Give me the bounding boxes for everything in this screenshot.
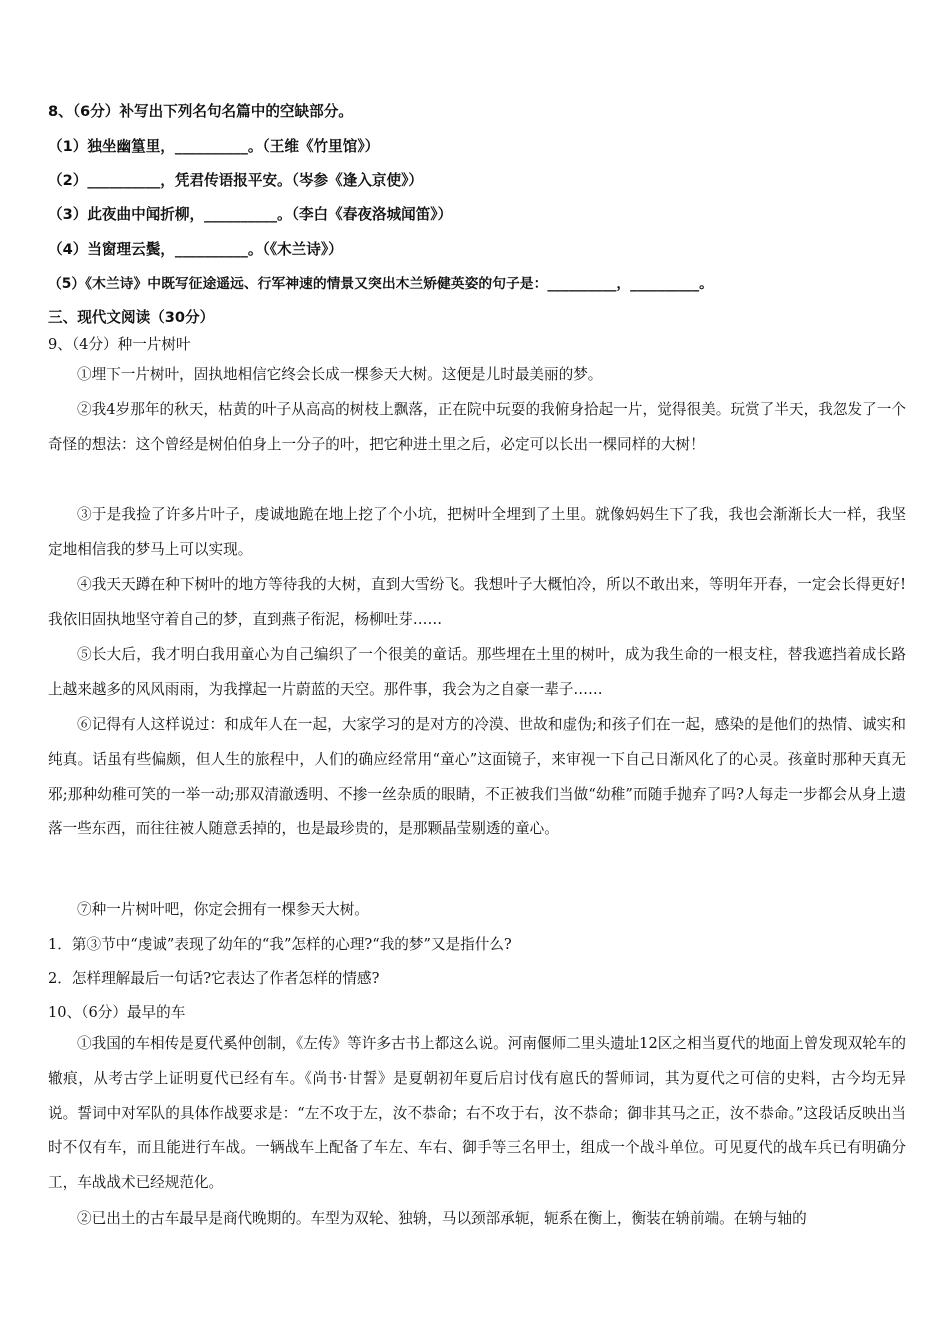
q9-question-2: 2．怎样理解最后一句话?它表达了作者怎样的情感?	[48, 970, 380, 987]
q9-paragraph-7: ⑦种一片树叶吧，你定会拥有一棵参天大树。	[77, 901, 369, 918]
q8-item-5: （5）《木兰诗》中既写征途遥远、行军神速的情景又突出木兰矫健英姿的句子是：__________，__________。	[48, 276, 713, 292]
q9-question-1: 1．第③节中“虔诚”表现了幼年的“我”怎样的心理?“我的梦”又是指什么?	[48, 936, 512, 953]
q8-item-4: （4）当窗理云鬓，__________。（《木兰诗》）	[48, 241, 343, 258]
section-3-title: 三、现代文阅读（30分）	[48, 309, 215, 326]
q8-item-2: （2）__________，凭君传语报平安。（岑参《逢入京使》）	[48, 172, 423, 189]
q8-item-1: （1）独坐幽篁里，__________。（王维《竹里馆》）	[48, 138, 380, 155]
q10-title: 10、（6分）最早的车	[48, 1004, 186, 1021]
q9-paragraph-1: ①埋下一片树叶，固执地相信它终会长成一棵参天大树。这便是儿时最美丽的梦。	[77, 366, 603, 383]
q9-title: 9、（4分）种一片树叶	[48, 336, 191, 353]
q10-paragraph-1: ①我国的车相传是夏代奚仲创制，《左传》等许多古书上都这么说。河南偃师二里头遗址12区之相当夏代的地面上曾发现双轮车的辙痕，从考古学上证明夏代已经有车。《尚书·甘誓》是夏朝初年夏后启讨伐有扈氏的誓师词，其为夏代之可信的史料，古今均无异说。誓词中对军队的具体作战要求是：“左不攻于左，汝不恭命；右不攻于右，汝不恭命；御非其马之正，汝不恭命。”这段话反映出当时不仅有车，而且能进行车战。一辆战车上配备了车左、车右、御手等三名甲士，组成一个战斗单位。可见夏代的战车兵已有明确分工，车战战术已经规范化。	[48, 1035, 906, 1192]
q9-paragraph-5: ⑤长大后，我才明白我用童心为自己编织了一个很美的童话。那些埋在土里的树叶，成为我生命的一根支柱，替我遮挡着成长路上越来越多的风风雨雨，为我撑起一片蔚蓝的天空。那件事，我会为之自豪一辈子……	[48, 646, 906, 698]
q8-title: 8、（6分）补写出下列名句名篇中的空缺部分。	[48, 103, 353, 120]
q9-paragraph-2: ②我4岁那年的秋天，枯黄的叶子从高高的树枝上飘落，正在院中玩耍的我俯身拾起一片，觉得很美。玩赏了半天，我忽发了一个奇怪的想法：这个曾经是树伯伯身上一分子的叶，把它种进土里之后，必定可以长出一棵同样的大树！	[48, 401, 906, 453]
q10-paragraph-2: ②已出土的古车最早是商代晚期的。车型为双轮、独辀，马以颈部承轭，轭系在衡上，衡装在辀前端。在辀与轴的	[77, 1210, 807, 1227]
q9-paragraph-4: ④我天天蹲在种下树叶的地方等待我的大树，直到大雪纷飞。我想叶子大概怕冷，所以不敢出来，等明年开春，一定会长得更好!我依旧固执地坚守着自己的梦，直到燕子衔泥，杨柳吐芽……	[48, 576, 906, 628]
q9-paragraph-6: ⑥记得有人这样说过：和成年人在一起，大家学习的是对方的冷漠、世故和虚伪;和孩子们在一起，感染的是他们的热情、诚实和纯真。话虽有些偏颇，但人生的旅程中，人们的确应经常用“童心”这面镜子，来审视一下自己日渐风化了的心灵。孩童时那种天真无邪;那种幼稚可笑的一举一动;那双清澈透明、不掺一丝杂质的眼睛，不正被我们当做“幼稚”而随手抛弃了吗?人每走一步都会从身上遗落一些东西，而往往被人随意丢掉的，也是最珍贵的，是那颗晶莹剔透的童心。	[48, 716, 906, 838]
q8-item-3: （3）此夜曲中闻折柳，__________。（李白《春夜洛城闻笛》）	[48, 206, 453, 223]
q9-paragraph-3: ③于是我捡了许多片叶子，虔诚地跪在地上挖了个小坑，把树叶全埋到了土里。就像妈妈生下了我，我也会渐渐长大一样，我坚定地相信我的梦马上可以实现。	[48, 506, 906, 558]
